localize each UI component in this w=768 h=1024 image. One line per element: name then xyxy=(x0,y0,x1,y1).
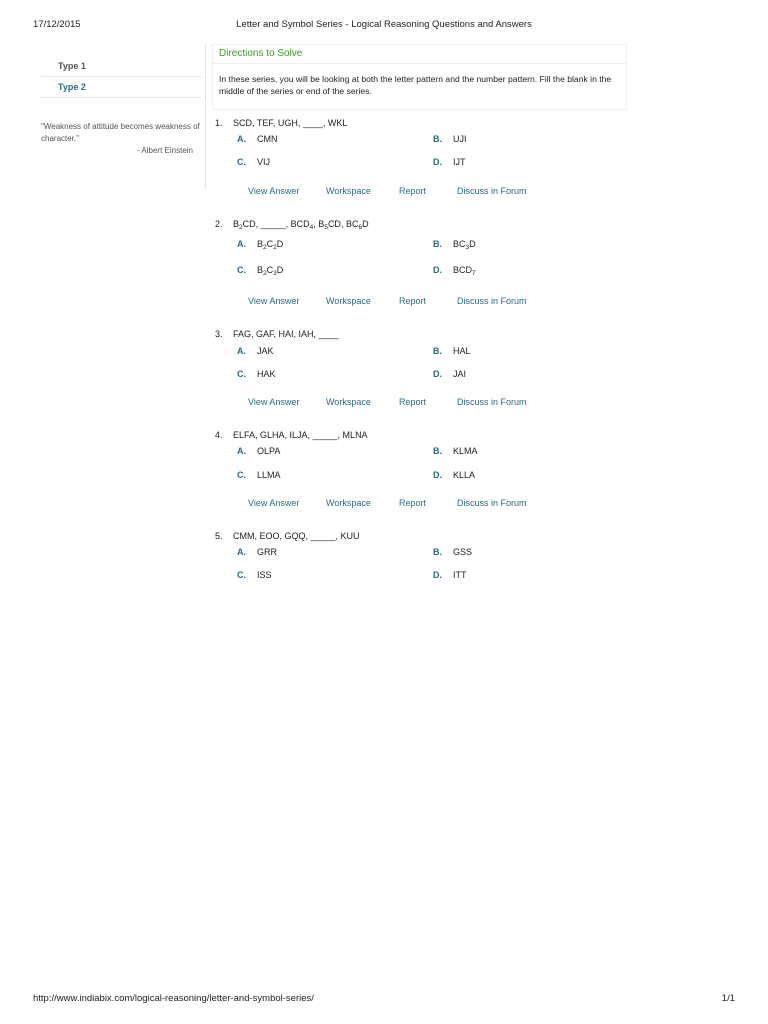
question-1 xyxy=(215,116,635,196)
question-number: 3. xyxy=(215,329,223,339)
quote-text: "Weakness of attitude becomes weakness of character." xyxy=(41,122,200,143)
quote-author: - Albert Einstein xyxy=(136,146,193,155)
question-2 xyxy=(215,217,635,306)
option-c[interactable] xyxy=(237,265,283,277)
option-c[interactable] xyxy=(237,470,281,480)
option-c[interactable] xyxy=(237,157,270,167)
option-d[interactable] xyxy=(433,157,466,167)
directions-box xyxy=(212,44,627,110)
option-letter: D. xyxy=(433,570,442,580)
option-d[interactable] xyxy=(433,265,476,277)
option-letter: C. xyxy=(237,265,246,275)
option-b[interactable] xyxy=(433,446,478,456)
column-divider xyxy=(205,44,206,189)
question-3 xyxy=(215,327,635,407)
discuss-forum-link[interactable]: Discuss in Forum xyxy=(457,397,527,407)
option-text: $B_2C_3D$ xyxy=(257,265,284,277)
option-text: HAK xyxy=(257,369,276,379)
question-text: CMM, EOO, GQQ, _____, KUU xyxy=(233,531,360,541)
option-text: CMN xyxy=(257,134,278,144)
sidebar-item-type-1[interactable]: Type 1 xyxy=(41,56,201,77)
option-d[interactable] xyxy=(433,369,466,379)
option-text: ISS xyxy=(257,570,272,580)
discuss-forum-link[interactable]: Discuss in Forum xyxy=(457,498,527,508)
option-text: $BCD_7$ xyxy=(453,265,476,277)
view-answer-link[interactable]: View Answer xyxy=(248,186,300,196)
print-url: http://www.indiabix.com/logical-reasoning/letter-and-symbol-series/ xyxy=(33,993,314,1004)
question-text: SCD, TEF, UGH, ____, WKL xyxy=(233,118,348,128)
print-page-number: 1/1 xyxy=(721,993,735,1004)
option-d[interactable] xyxy=(433,470,475,480)
option-a[interactable] xyxy=(237,547,277,557)
option-text: $BC_3D$ xyxy=(453,239,476,251)
workspace-link[interactable]: Workspace xyxy=(326,498,371,508)
option-letter: B. xyxy=(433,446,442,456)
quote xyxy=(41,121,201,157)
question-number: 4. xyxy=(215,430,223,440)
discuss-forum-link[interactable]: Discuss in Forum xyxy=(457,186,527,196)
question-text: ELFA, GLHA, ILJA, _____, MLNA xyxy=(233,430,368,440)
option-text: GRR xyxy=(257,547,277,557)
directions-text: In these series, you will be looking at both the letter pattern and the number pattern. Fill the blank in the middle of the series or end of the series. xyxy=(219,74,612,96)
option-letter: D. xyxy=(433,157,442,167)
question-text: $B_2CD$, _____, $BCD_4$, $B_5CD$, $BC_6D$ xyxy=(233,219,369,231)
option-text: JAI xyxy=(453,369,467,379)
option-text: UJI xyxy=(453,134,467,144)
option-text: KLMA xyxy=(453,446,478,456)
view-answer-link[interactable]: View Answer xyxy=(248,296,300,306)
print-date: 17/12/2015 xyxy=(33,19,81,30)
workspace-link[interactable]: Workspace xyxy=(326,186,371,196)
option-text: ITT xyxy=(453,570,467,580)
option-text: VIJ xyxy=(257,157,271,167)
report-link[interactable]: Report xyxy=(399,296,427,306)
view-answer-link[interactable]: View Answer xyxy=(248,498,300,508)
option-a[interactable] xyxy=(237,239,283,251)
option-text: IJT xyxy=(453,157,466,167)
option-a[interactable] xyxy=(237,346,274,356)
option-letter: B. xyxy=(433,547,442,557)
option-letter: A. xyxy=(237,239,246,249)
option-b[interactable] xyxy=(433,346,471,356)
view-answer-link[interactable]: View Answer xyxy=(248,397,300,407)
discuss-forum-link[interactable]: Discuss in Forum xyxy=(457,296,527,306)
option-d[interactable] xyxy=(433,570,467,580)
option-letter: A. xyxy=(237,446,246,456)
question-number: 5. xyxy=(215,531,223,541)
option-letter: D. xyxy=(433,265,442,275)
option-c[interactable] xyxy=(237,570,272,580)
question-text: FAG, GAF, HAI, IAH, ____ xyxy=(233,329,339,339)
question-5 xyxy=(215,529,635,580)
option-text: LLMA xyxy=(257,470,281,480)
directions-heading: Directions to Solve xyxy=(213,45,626,64)
option-a[interactable] xyxy=(237,134,278,144)
question-number: 2. xyxy=(215,219,223,229)
question-4 xyxy=(215,428,635,508)
sidebar xyxy=(41,56,201,157)
report-link[interactable]: Report xyxy=(399,186,427,196)
print-title: Letter and Symbol Series - Logical Reasoning Questions and Answers xyxy=(236,19,532,30)
option-letter: B. xyxy=(433,239,442,249)
option-c[interactable] xyxy=(237,369,276,379)
option-text: KLLA xyxy=(453,470,476,480)
question-number: 1. xyxy=(215,118,223,128)
option-b[interactable] xyxy=(433,547,472,557)
option-text: OLPA xyxy=(257,446,281,456)
report-link[interactable]: Report xyxy=(399,498,427,508)
option-letter: A. xyxy=(237,547,246,557)
report-link[interactable]: Report xyxy=(399,397,427,407)
workspace-link[interactable]: Workspace xyxy=(326,397,371,407)
option-letter: B. xyxy=(433,134,442,144)
option-letter: A. xyxy=(237,346,246,356)
sidebar-item-type-2[interactable]: Type 2 xyxy=(41,77,201,98)
option-letter: C. xyxy=(237,470,246,480)
option-text: HAL xyxy=(453,346,471,356)
option-text: GSS xyxy=(453,547,473,557)
option-letter: C. xyxy=(237,157,246,167)
option-text: JAK xyxy=(257,346,274,356)
option-a[interactable] xyxy=(237,446,280,456)
option-letter: C. xyxy=(237,369,246,379)
option-letter: A. xyxy=(237,134,246,144)
option-letter: B. xyxy=(433,346,442,356)
workspace-link[interactable]: Workspace xyxy=(326,296,371,306)
option-b[interactable] xyxy=(433,134,467,144)
option-letter: C. xyxy=(237,570,246,580)
option-letter: D. xyxy=(433,369,442,379)
option-b[interactable] xyxy=(433,239,476,251)
option-letter: D. xyxy=(433,470,442,480)
option-text: $B_2C_2D$ xyxy=(257,239,284,251)
